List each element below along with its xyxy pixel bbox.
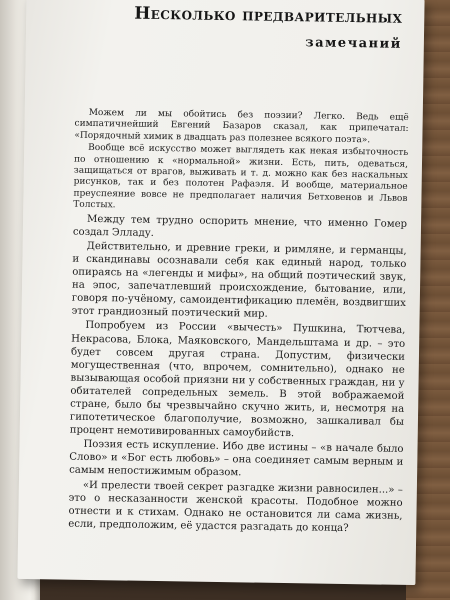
paragraph-1: Можем ли мы обойтись без поэзии? Легко. Ведь ещё симпатичнейший Евгений Базаров сказал, как припечатал: «Порядочный химик в двадцать раз полезнее всякого поэта».: [74, 107, 409, 146]
page-content: [67, 0, 414, 585]
paragraph-3: Между тем трудно оспорить мнение, что именно Гомер создал Элладу.: [72, 213, 408, 239]
chapter-title-line-2: замечаний: [305, 35, 402, 52]
paragraph-5: Попробуем из России «вычесть» Пушкина, Тютчева, Некрасова, Блока, Маяковского, Мандельштама и др. – это будет совсем другая страна. Допустим, физически могущественная (что, впрочем, сомнительно), однако не вызывающая особой приязни ни у собственных граждан, ни у обитателей сопредельных земель. В этой вображаемой стране, было бы чрезвычайно скучно жить, и, несмотря на гипотетическое благополучие, возможно, зашкаливал бы процент немотивированных самоубийств.: [69, 320, 406, 440]
paragraph-4: Действительно, и древние греки, и римляне, и германцы, и скандинавы осознавали себя как единый народ, только опираясь на «легенды и мифы», на общий поэтический звук, на эпос, запечатлевший происхождение, бытование, или, говоря по-учёному, самоидентификацию племён, воздвигших этот грандиозный поэтический мир.: [71, 240, 407, 321]
chapter-title-line-1: Несколько предварительных: [134, 3, 403, 28]
book-page: [17, 0, 424, 585]
paragraph-7: «И прелести твоей секрет разгадке жизни равносилен...» – это о несказанности женской красоты. Подобное можно отнести и к стихам. Однако не остановится ли сама жизнь, если, предположим, её удастся разгадать до конца?: [68, 479, 403, 534]
chapter-title: [76, 0, 403, 57]
body-text: [68, 108, 409, 536]
paragraph-6: Поэзия есть искупление. Ибо две истины – «в начале было Слово» и «Бог есть любовь» – она соединяет самым верным и самым непостижимым образом.: [69, 439, 404, 479]
paragraph-2: Вообще всё искусство может выглядеть как некая избыточность по отношению к «нормальной» жизни. Есть, пить, одеваться, защищаться от врагов, выживать и т. д. можно как без наскальных рисунков, так и без полотен Рафаэля. И вообще, материальное преуспеяние вовсе не предполагает наличия Бетховенов и Львов Толстых.: [73, 143, 409, 211]
